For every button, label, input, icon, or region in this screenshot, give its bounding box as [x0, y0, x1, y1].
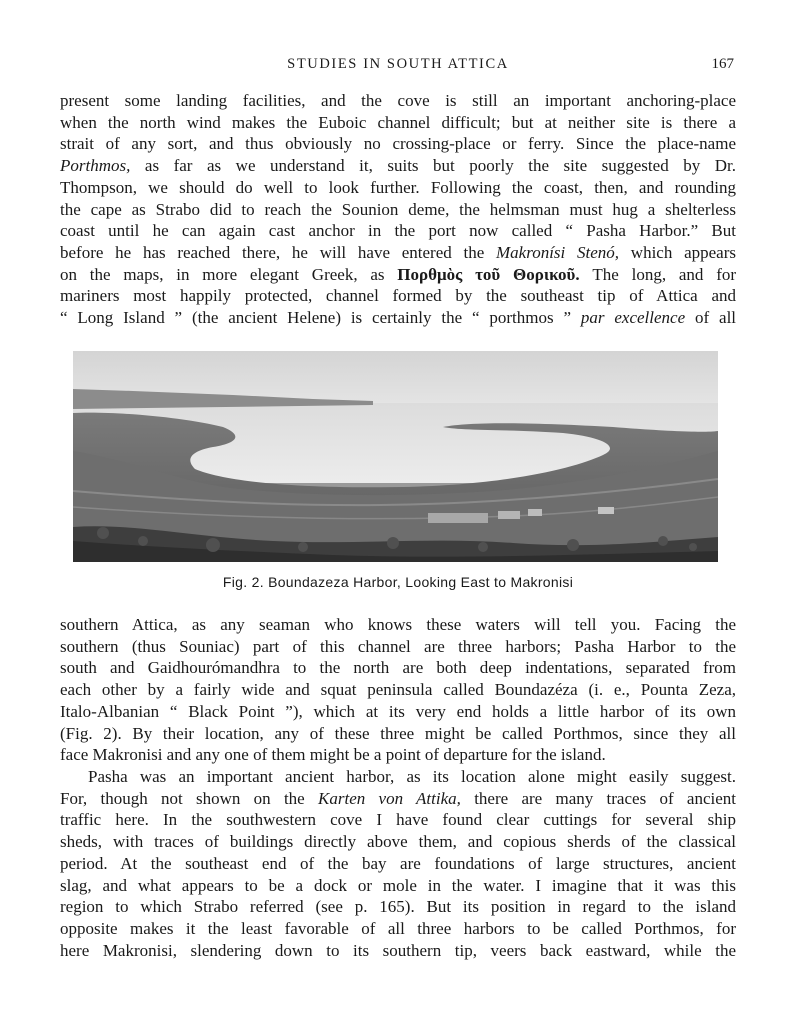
text-line: southern (thus Souniac) part of this channel are three harbors; Pasha Harbor to the — [60, 636, 736, 656]
text-line — [60, 788, 736, 810]
italic-term: Karten von Attika, — [318, 788, 461, 808]
italic-term: par excellence — [580, 308, 686, 328]
text-line: when the north wind makes the Euboic channel difficult; but at neither site is there a — [60, 112, 736, 132]
text-line: coast until he can again cast anchor in the port now called “ Pasha Harbor.” But — [60, 221, 736, 241]
text-line: Italo-Albanian “ Black Point ”), which at its very end holds a little harbor of its own — [60, 701, 736, 721]
text-line — [60, 155, 736, 177]
paragraph-middle — [60, 614, 736, 766]
page-number: 167 — [711, 56, 734, 72]
running-title: STUDIES IN SOUTH ATTICA — [287, 56, 509, 72]
text-line: sheds, with traces of buildings directly above them, and copious sherds of the classical — [60, 832, 736, 852]
text-span: of all — [685, 308, 737, 328]
paragraph-bottom — [60, 766, 736, 961]
text-line: traffic here. In the southwestern cove I have found clear cuttings for several ship — [60, 810, 736, 830]
text-line: here Makronisi, slendering down to its southern tip, veers back eastward, while the — [60, 940, 736, 960]
text-line: mariners most happily protected, channel formed by the southeast tip of Attica and — [60, 286, 736, 306]
text-line — [60, 264, 736, 286]
text-line: each other by a fairly wide and squat peninsula called Boundazéza (i. e., Pounta Zeza, — [60, 680, 736, 700]
text-line: (Fig. 2). By their location, any of these three might be called Porthmos, since they all — [60, 723, 736, 743]
text-span: before he has reached there, he will have entered the — [60, 242, 497, 262]
text-line: period. At the southeast end of the bay are foundations of large structures, ancient — [60, 853, 736, 873]
text-line: slag, and what appears to be a dock or mole in the water. I imagine that it was this — [60, 875, 736, 895]
italic-term: Makronísi Stenó, — [496, 242, 620, 262]
text-line — [60, 307, 736, 329]
text-line: south and Gaidhourómandhra to the north are both deep indentations, separated from — [60, 658, 736, 678]
text-span: which appears — [619, 242, 736, 262]
text-span: The long, and for — [579, 264, 737, 284]
text-line: Pasha was an important ancient harbor, as its location alone might easily suggest. — [88, 767, 736, 786]
italic-term: Porthmos, — [60, 156, 131, 176]
greek-name: Πορθμὸς τοῦ Θορικοῦ. — [397, 264, 580, 284]
text-line: strait of any sort, and thus obviously no crossing-place or ferry. Since the place-name — [60, 134, 736, 154]
text-span: on the maps, in more elegant Greek, as — [60, 264, 398, 284]
text-line — [60, 242, 736, 264]
page-header — [60, 56, 736, 78]
text-span: as far as we understand it, suits but poorly the site suggested by Dr. — [130, 156, 736, 176]
text-line: opposite makes it the least favorable of all three harbors to be called Porthmos, for — [60, 918, 736, 938]
text-line: the cape as Strabo did to reach the Sounion deme, the helmsman must hug a shelterless — [60, 199, 736, 219]
text-span: there are many traces of ancient — [460, 788, 736, 808]
text-line: present some landing facilities, and the cove is still an important anchoring-place — [60, 91, 736, 110]
text-span: For, though not shown on the — [60, 788, 319, 808]
text-span: “ Long Island ” (the ancient Helene) is certainly the “ porthmos ” — [60, 308, 581, 328]
figure-caption: Fig. 2. Boundazeza Harbor, Looking East to Makronisi — [222, 574, 574, 590]
paragraph-top — [60, 90, 736, 329]
text-line: southern Attica, as any seaman who knows these waters will tell you. Facing the — [60, 615, 736, 634]
text-line: face Makronisi and any one of them might be a point of departure for the island. — [60, 745, 606, 765]
text-line: region to which Strabo referred (see p. 165). But its position in regard to the island — [60, 897, 736, 917]
harbor-photograph — [73, 351, 718, 562]
text-line: Thompson, we should do well to look further. Following the coast, then, and rounding — [60, 177, 736, 197]
